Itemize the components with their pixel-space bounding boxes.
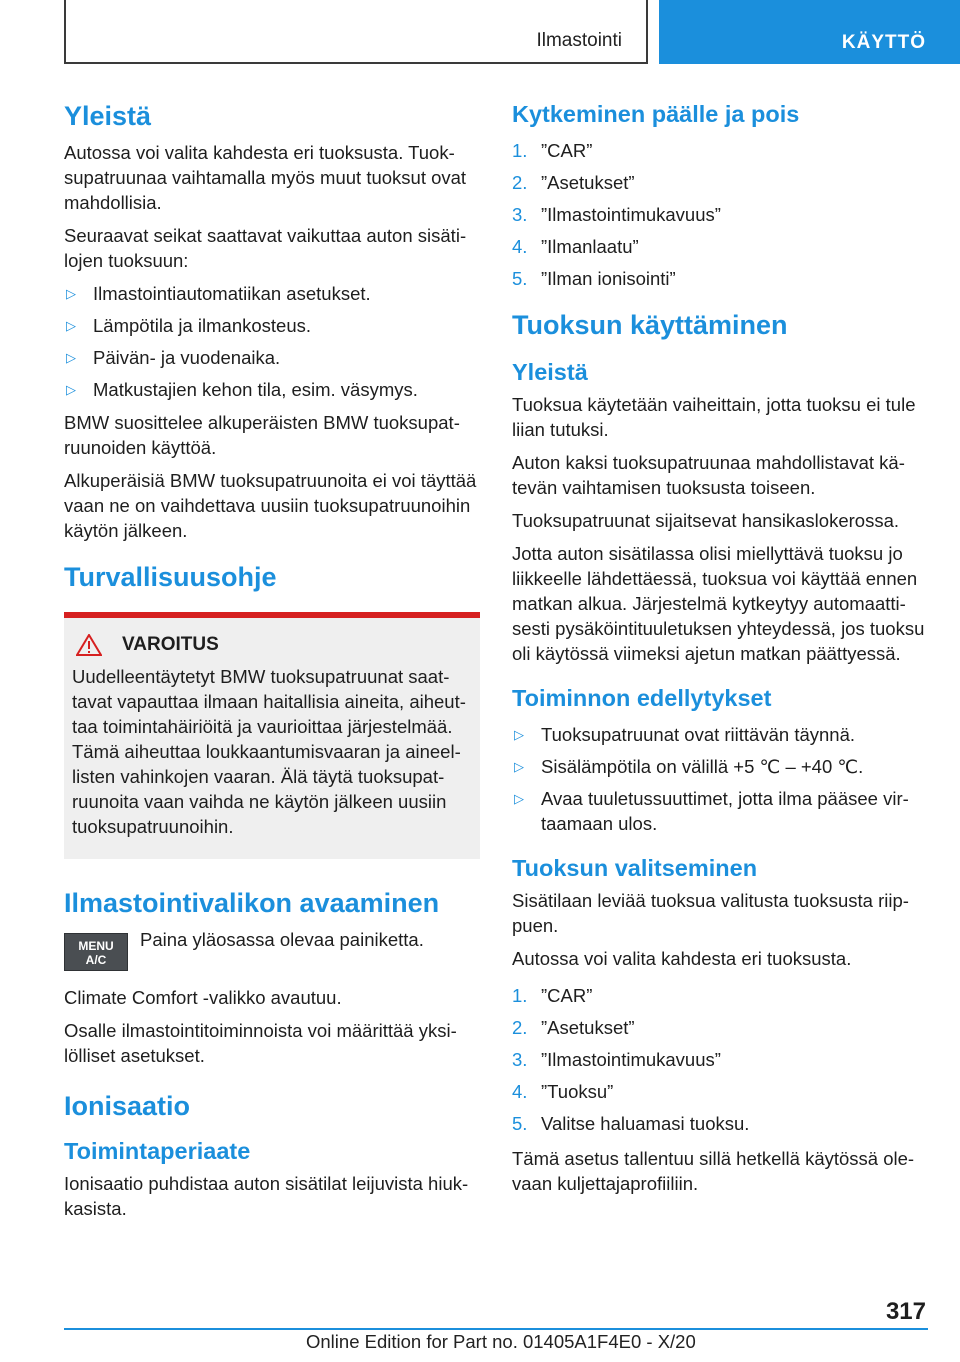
list-item: ▷ Tuoksupatruunat ovat riittävän täynnä. <box>514 723 856 745</box>
use-paragraph-1: Tuoksua käytetään vaiheittain, jotta tuoksu ei tule liian tutuksi. <box>512 393 916 440</box>
list-item: ▷ Lämpötila ja ilmankosteus. <box>66 315 311 337</box>
header-chapter-tab <box>659 0 960 64</box>
list-item: 4. ”Tuoksu” <box>512 1081 614 1103</box>
warning-triangle-icon <box>76 634 102 656</box>
onoff-steps <box>512 138 928 291</box>
select-paragraph-3: Tämä asetus tallentuu sillä hetkellä käytössä olevaan kuljettajaprofiiliin. <box>512 1148 915 1195</box>
page-number: 317 <box>885 1298 926 1325</box>
list-item: 3. ”Ilmastointimukavuus” <box>512 204 721 226</box>
use-heading: Tuoksun käyttäminen <box>512 310 788 341</box>
select-heading: Tuoksun valitseminen <box>512 854 758 881</box>
warning-title: VAROITUS <box>122 633 219 655</box>
ionisation-paragraph: Ionisaatio puhdistaa auton sisätilat leijuvista hiukkasista. <box>64 1172 469 1219</box>
safety-heading: Turvallisuusohje <box>64 562 277 593</box>
select-paragraph-2: Autossa voi valita kahdesta eri tuoksusta. <box>512 948 852 970</box>
list-item: 2. ”Asetukset” <box>512 172 635 194</box>
select-paragraph-1: Sisätilaan leviää tuoksua valitusta tuoksusta riippuen. <box>512 890 909 937</box>
left-column <box>64 100 480 1229</box>
list-item: ▷ Päivän- ja vuodenaika. <box>66 347 281 369</box>
onoff-heading: Kytkeminen päälle ja pois <box>512 101 800 127</box>
use-paragraph-4: Jotta auton sisätilassa olisi miellyttävä tuoksu jo liikkeelle lähdettäessä, tuoksua voi käyttää ennen matkan alkua. Järjestelmä kytkeytyy automaattisesti pysäköintituuletuksen yhteydessä, jos tuoksu oli käytössä viimeksi ajetun matkan päättyessä. <box>512 542 925 664</box>
list-item: ▷ Ilmastointiautomatiikan asetukset. <box>66 283 371 305</box>
list-item: 3. ”Ilmastointimukavuus” <box>512 1049 721 1071</box>
triangle-bullet-icon: ▷ <box>66 286 76 302</box>
use-paragraph-3: Tuoksupatruunat sijaitsevat hansikaslokerossa. <box>512 509 899 531</box>
general-paragraph-1: Autossa voi valita kahdesta eri tuoksusta. Tuoksupatruunaa vaihtamalla myös muut tuoksut ovat mahdollisia. <box>64 142 467 214</box>
list-item: 1. ”CAR” <box>512 985 593 1007</box>
list-item: 2. ”Asetukset” <box>512 1017 635 1039</box>
triangle-bullet-icon: ▷ <box>514 758 524 774</box>
menu-paragraph-1: Climate Comfort -valikko avautuu. <box>64 987 342 1009</box>
influence-list <box>64 281 480 402</box>
requirements-list <box>512 722 928 836</box>
list-item: 5. ”Ilman ionisointi” <box>512 268 676 290</box>
triangle-bullet-icon: ▷ <box>514 790 524 806</box>
list-item: 4. ”Ilmanlaatu” <box>512 236 639 258</box>
header-section-title: Ilmastointi <box>536 30 622 51</box>
requirements-heading: Toiminnon edellytykset <box>512 684 772 711</box>
list-item: ▷ Matkustajien kehon tila, esim. väsymys. <box>66 379 418 401</box>
warning-box <box>64 618 480 859</box>
general-paragraph-4: Alkuperäisiä BMW tuoksupatruunoita ei voi täyttää vaan ne on vaihdettava uusiin tuoksupatruunoihin käytön jälkeen. <box>64 470 477 542</box>
footer-rule <box>64 1328 928 1330</box>
general-paragraph-3: BMW suosittelee alkuperäisten BMW tuoksupatruunoiden käyttöä. <box>64 412 460 459</box>
ionisation-heading: Ionisaatio <box>64 1091 191 1122</box>
menu-heading: Ilmastointivalikon avaaminen <box>64 887 440 918</box>
menu-ac-button-icon: MENU A/C <box>64 933 128 971</box>
triangle-bullet-icon: ▷ <box>66 382 76 398</box>
menu-instruction: Paina yläosassa olevaa painiketta. <box>140 929 424 951</box>
triangle-bullet-icon: ▷ <box>66 350 76 366</box>
list-item: ▷ Avaa tuuletussuuttimet, jotta ilma pääsee virtaamaan ulos. <box>514 787 909 834</box>
use-subheading: Yleistä <box>512 358 588 385</box>
right-column <box>512 100 928 1204</box>
header-chapter-title: KÄYTTÖ <box>841 32 926 53</box>
use-paragraph-2: Auton kaksi tuoksupatruunaa mahdollistavat kätevän vaihtamisen tuoksusta toiseen. <box>512 451 905 498</box>
list-item: ▷ Sisälämpötila on välillä +5 ℃ – +40 ℃. <box>514 755 864 777</box>
list-item: 1. ”CAR” <box>512 140 593 162</box>
select-steps <box>512 983 928 1136</box>
header-section-box <box>64 0 648 64</box>
list-item: 5. Valitse haluamasi tuoksu. <box>512 1113 750 1135</box>
footer-edition: Online Edition for Part no. 01405A1F4E0 - X/20 <box>306 1331 696 1352</box>
general-paragraph-2: Seuraavat seikat saattavat vaikuttaa auton sisätilojen tuoksuun: <box>64 225 467 272</box>
warning-text: Uudelleentäytetyt BMW tuoksupatruunat saattavat vapauttaa ilmaan haitallisia aineita, aiheuttaa toimintahäiriöitä ja vaurioittaa järjestelmää. Tämä aiheuttaa loukkaantumisvaaran ja aineellisten vahinkojen vaaran. Älä täytä tuoksupatruunoita vaan vaihda ne käytön jälkeen uusiin tuoksupatruunoihin. <box>72 665 466 837</box>
triangle-bullet-icon: ▷ <box>514 726 524 742</box>
menu-paragraph-2: Osalle ilmastointitoiminnoista voi määrittää yksilölliset asetukset. <box>64 1020 457 1067</box>
ionisation-subheading: Toimintaperiaate <box>64 1137 251 1164</box>
triangle-bullet-icon: ▷ <box>66 318 76 334</box>
general-heading: Yleistä <box>64 101 152 131</box>
